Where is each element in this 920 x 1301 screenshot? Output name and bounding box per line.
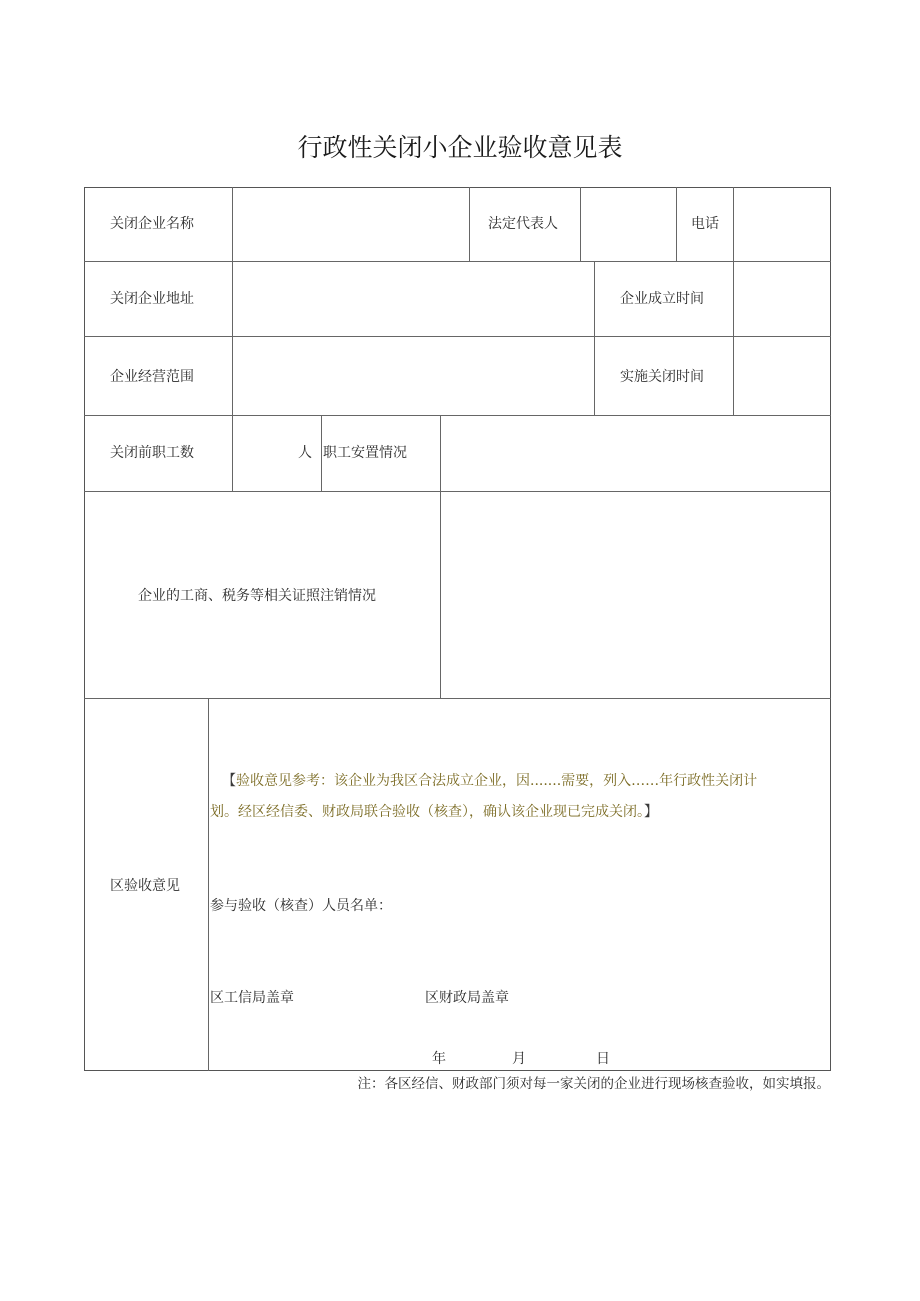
reference-opinion-line-2: [210, 803, 658, 821]
employee-count-unit: 人: [298, 445, 312, 461]
col-divider: [733, 187, 734, 261]
employee-count-label: 关闭前职工数: [110, 445, 194, 461]
row-divider: [84, 491, 831, 492]
district-opinion-label: 区验收意见: [110, 878, 180, 894]
col-divider: [676, 187, 677, 261]
bracket-open: 【: [222, 773, 236, 789]
col-divider: [232, 415, 233, 491]
col-divider: [580, 187, 581, 261]
col-divider: [321, 415, 322, 491]
date-day-label: 日: [596, 1051, 610, 1067]
row-divider: [84, 336, 831, 337]
license-cancellation-label: 企业的工商、税务等相关证照注销情况: [138, 588, 376, 604]
employee-placement-label: 职工安置情况: [323, 445, 407, 461]
legal-representative-label: 法定代表人: [488, 216, 558, 232]
finance-bureau-seal-label: 区财政局盖章: [425, 990, 509, 1006]
company-address-label: 关闭企业地址: [110, 291, 194, 307]
col-divider: [440, 491, 441, 698]
bracket-close: 】: [644, 804, 658, 820]
col-divider: [440, 415, 441, 491]
row-divider: [84, 698, 831, 699]
col-divider: [232, 261, 233, 415]
footnote: 注：各区经信、财政部门须对每一家关闭的企业进行现场核查验收，如实填报。: [357, 1076, 830, 1092]
company-name-label: 关闭企业名称: [110, 216, 194, 232]
closure-date-label: 实施关闭时间: [620, 369, 704, 385]
reference-opinion-text-1: 验收意见参考：该企业为我区合法成立企业，因.......需要，列入……年行政性关闭计: [236, 773, 758, 789]
col-divider: [469, 187, 470, 261]
date-year-label: 年: [432, 1051, 446, 1067]
table-frame: [84, 187, 831, 1071]
reference-opinion-text-2: 划。经区经信委、财政局联合验收（核查），确认该企业现已完成关闭。: [210, 804, 644, 820]
page-title: 行政性关闭小企业验收意见表: [297, 133, 623, 162]
col-divider: [232, 187, 233, 261]
business-scope-label: 企业经营范围: [110, 369, 194, 385]
participants-label: 参与验收（核查）人员名单：: [210, 898, 392, 914]
col-divider: [594, 261, 595, 415]
row-divider: [84, 261, 831, 262]
date-month-label: 月: [512, 1051, 526, 1067]
phone-label: 电话: [691, 216, 719, 232]
col-divider: [208, 698, 209, 1071]
row-divider: [84, 415, 831, 416]
reference-opinion-line-1: [222, 772, 757, 790]
establishment-date-label: 企业成立时间: [620, 291, 704, 307]
col-divider: [733, 261, 734, 415]
industry-bureau-seal-label: 区工信局盖章: [210, 990, 294, 1006]
